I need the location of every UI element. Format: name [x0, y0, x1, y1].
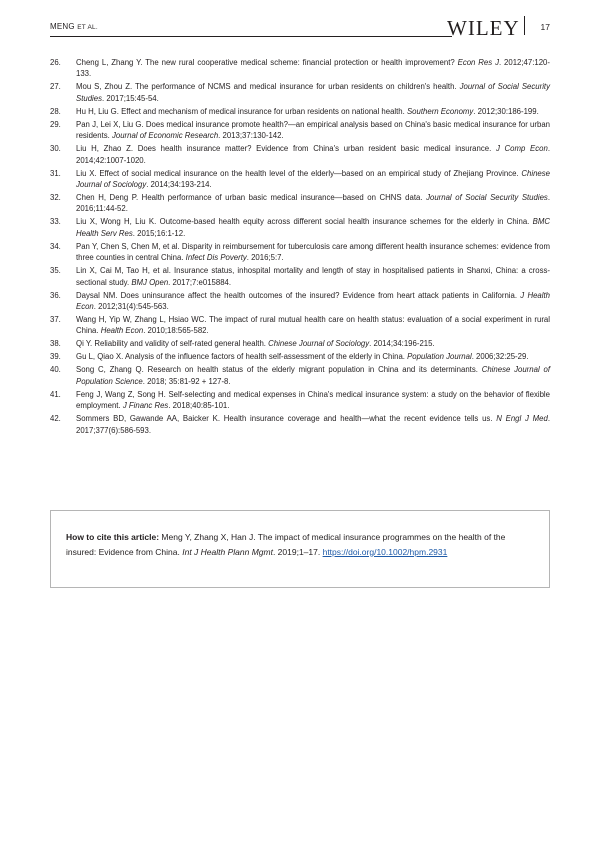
reference-text [76, 389, 550, 412]
citation-doi-link[interactable]: https://doi.org/10.1002/hpm.2931 [322, 546, 448, 557]
reference-journal: Chinese Journal of Sociology [76, 168, 550, 190]
citation-body: Meng Y, Zhang X, Han J. The impact of medical insurance programmes on the health of the insured: Evidence from China. [66, 532, 506, 557]
reference-text [76, 143, 550, 166]
reference-tail: . 2018;40:85-101. [168, 401, 230, 411]
running-head-author: MENG [50, 22, 75, 31]
reference-item [50, 241, 550, 264]
running-head-authors [50, 22, 98, 31]
reference-text [76, 290, 550, 313]
reference-tail: . 2013;37:130-142. [218, 131, 284, 141]
running-header [50, 0, 550, 40]
reference-tail: . 2017;377(6):586-593. [76, 414, 550, 435]
reference-item [50, 351, 550, 362]
reference-journal: J Comp Econ [495, 144, 548, 154]
reference-item [50, 57, 550, 80]
reference-number: 42. [50, 414, 61, 424]
reference-tail: . 2018; 35:81-92 + 127-8. [142, 376, 231, 386]
reference-journal: Chinese Journal of Sociology [268, 339, 370, 349]
reference-list [50, 57, 550, 438]
reference-text [76, 241, 550, 264]
reference-journal: J Health Econ [76, 290, 550, 312]
reference-tail: . 2016;5:7. [246, 253, 284, 263]
reference-tail: . 2006;32:25-29. [471, 352, 529, 362]
reference-tail: . 2012;31(4):545-563. [93, 302, 169, 312]
reference-tail: . 2017;15:45-54. [102, 93, 159, 103]
reference-number: 29. [50, 119, 61, 129]
reference-journal: Health Econ [100, 326, 144, 336]
reference-journal: Population Journal [407, 352, 472, 362]
reference-item [50, 143, 550, 166]
reference-journal: Journal of Social Security Studies [76, 82, 550, 103]
reference-body: Pan J, Lei X, Liu G. Does medical insurance promote health?—an empirical analysis based on China's basic medical insurance for urban residents. [76, 119, 550, 141]
reference-journal: Infect Dis Poverty [185, 253, 247, 263]
reference-journal: BMJ Open [131, 277, 169, 287]
reference-item [50, 338, 550, 349]
publisher-logo: WILEY [447, 16, 520, 40]
reference-text [76, 57, 550, 80]
reference-tail: . 2017;7:e015884. [168, 277, 232, 287]
reference-tail: . 2014;34:193-214. [146, 180, 212, 190]
reference-body: Daysal NM. Does uninsurance affect the health outcomes of the insured? Evidence from heart attack patients in California. [76, 290, 521, 300]
reference-body: Feng J, Wang Z, Song H. Self-selecting and medical expenses in China's medical insurance system: a study on the behavior of flexible employment. [76, 389, 550, 411]
reference-number: 27. [50, 82, 61, 92]
reference-journal: BMC Health Serv Res [76, 217, 550, 238]
page-number: 17 [540, 22, 550, 32]
reference-item [50, 106, 550, 117]
reference-body: Song C, Zhang Q. Research on health status of the elderly migrant population in China and its determinants. [76, 365, 482, 375]
reference-journal: Chinese Journal of Population Science [76, 365, 550, 386]
reference-number: 31. [50, 168, 61, 178]
reference-text [76, 351, 550, 362]
reference-journal: Southern Economy [406, 106, 474, 116]
reference-number: 40. [50, 365, 61, 375]
citation-journal: Int J Health Plann Mgmt [182, 546, 273, 557]
reference-text [76, 216, 550, 239]
reference-body: Lin X, Cai M, Tao H, et al. Insurance status, inhospital mortality and length of stay in hospitalised patients in Shanxi, China: a cross-sectional study. [76, 266, 550, 287]
reference-body: Liu X. Effect of social medical insurance on the health level of the elderly—based on an empirical study of Zhejiang Province. [76, 168, 522, 178]
reference-text [76, 314, 550, 337]
reference-journal: Journal of Social Security Studies [426, 193, 548, 203]
reference-text [76, 364, 550, 387]
reference-number: 32. [50, 193, 61, 203]
reference-item [50, 364, 550, 387]
header-rule [50, 36, 452, 37]
citation-box [50, 510, 550, 588]
running-head-etal: ET AL. [77, 24, 98, 31]
reference-number: 30. [50, 144, 61, 154]
reference-text [76, 192, 550, 215]
reference-text [76, 106, 550, 117]
reference-tail: . 2014;42:1007-1020. [76, 144, 550, 165]
reference-item [50, 192, 550, 215]
reference-text [76, 119, 550, 142]
reference-body: Liu H, Zhao Z. Does health insurance matter? Evidence from China's urban resident basic medical insurance. [76, 144, 496, 154]
reference-tail: . 2012;47:120-133. [76, 58, 550, 79]
reference-text [76, 413, 550, 436]
reference-body: Pan Y, Chen S, Chen M, et al. Disparity in reimbursement for tuberculosis care among different health insurance schemes: evidence from three counties in central China. [76, 241, 550, 263]
reference-body: Wang H, Yip W, Zhang L, Hsiao WC. The impact of rural mutual health care on health status: evaluation of a social experiment in rural China. [76, 315, 550, 336]
reference-number: 33. [50, 217, 61, 227]
header-divider [524, 16, 525, 35]
reference-number: 26. [50, 58, 61, 67]
reference-text [76, 168, 550, 191]
reference-item [50, 168, 550, 191]
reference-item [50, 216, 550, 239]
reference-journal: Journal of Economic Research [111, 131, 219, 141]
reference-text [76, 265, 550, 288]
reference-item [50, 314, 550, 337]
reference-tail: . 2015;16:1-12. [132, 228, 186, 238]
reference-number: 41. [50, 389, 61, 399]
reference-item [50, 119, 550, 142]
reference-number: 37. [50, 315, 61, 325]
reference-tail: . 2016;11:44-52. [76, 193, 550, 214]
reference-journal: J Financ Res [122, 401, 169, 411]
reference-tail: . 2014;34:196-215. [369, 339, 435, 349]
reference-tail: . 2012;30:186-199. [473, 106, 539, 116]
reference-item [50, 81, 550, 104]
reference-item [50, 389, 550, 412]
reference-body: Qi Y. Reliability and validity of self-rated general health. [76, 339, 269, 349]
reference-body: Chen H, Deng P. Health performance of urban basic medical insurance—based on CHNS data. [76, 193, 427, 203]
reference-body: Liu X, Wong H, Liu K. Outcome-based health equity across different social health insurance schemes for the elderly in China. [76, 217, 533, 227]
reference-journal: N Engl J Med [496, 414, 548, 424]
reference-body: Gu L, Qiao X. Analysis of the influence factors of health self-assessment of the elderly in China. [76, 352, 408, 362]
reference-body: Sommers BD, Gawande AA, Baicker K. Health insurance coverage and health—what the recent evidence tells us. [76, 414, 497, 424]
reference-body: Hu H, Liu G. Effect and mechanism of medical insurance for urban residents on national health. [76, 106, 407, 116]
citation-tail: . 2019;1–17. [272, 546, 323, 557]
reference-text [76, 338, 550, 349]
reference-journal: Econ Res J [457, 58, 499, 67]
reference-item [50, 413, 550, 436]
reference-tail: . 2010;18:565-582. [143, 326, 209, 336]
reference-text [76, 81, 550, 104]
reference-body: Mou S, Zhou Z. The performance of NCMS and medical insurance for urban residents on children's health. [76, 82, 460, 92]
reference-number: 34. [50, 241, 61, 251]
reference-number: 36. [50, 290, 61, 300]
citation-text [66, 530, 536, 559]
reference-number: 35. [50, 266, 61, 276]
reference-number: 39. [50, 352, 61, 362]
citation-label: How to cite this article: [66, 532, 160, 542]
reference-item [50, 290, 550, 313]
reference-number: 38. [50, 339, 61, 349]
reference-body: Cheng L, Zhang Y. The new rural cooperative medical scheme: financial protection or health improvement? [76, 58, 458, 67]
reference-item [50, 265, 550, 288]
reference-number: 28. [50, 106, 61, 116]
